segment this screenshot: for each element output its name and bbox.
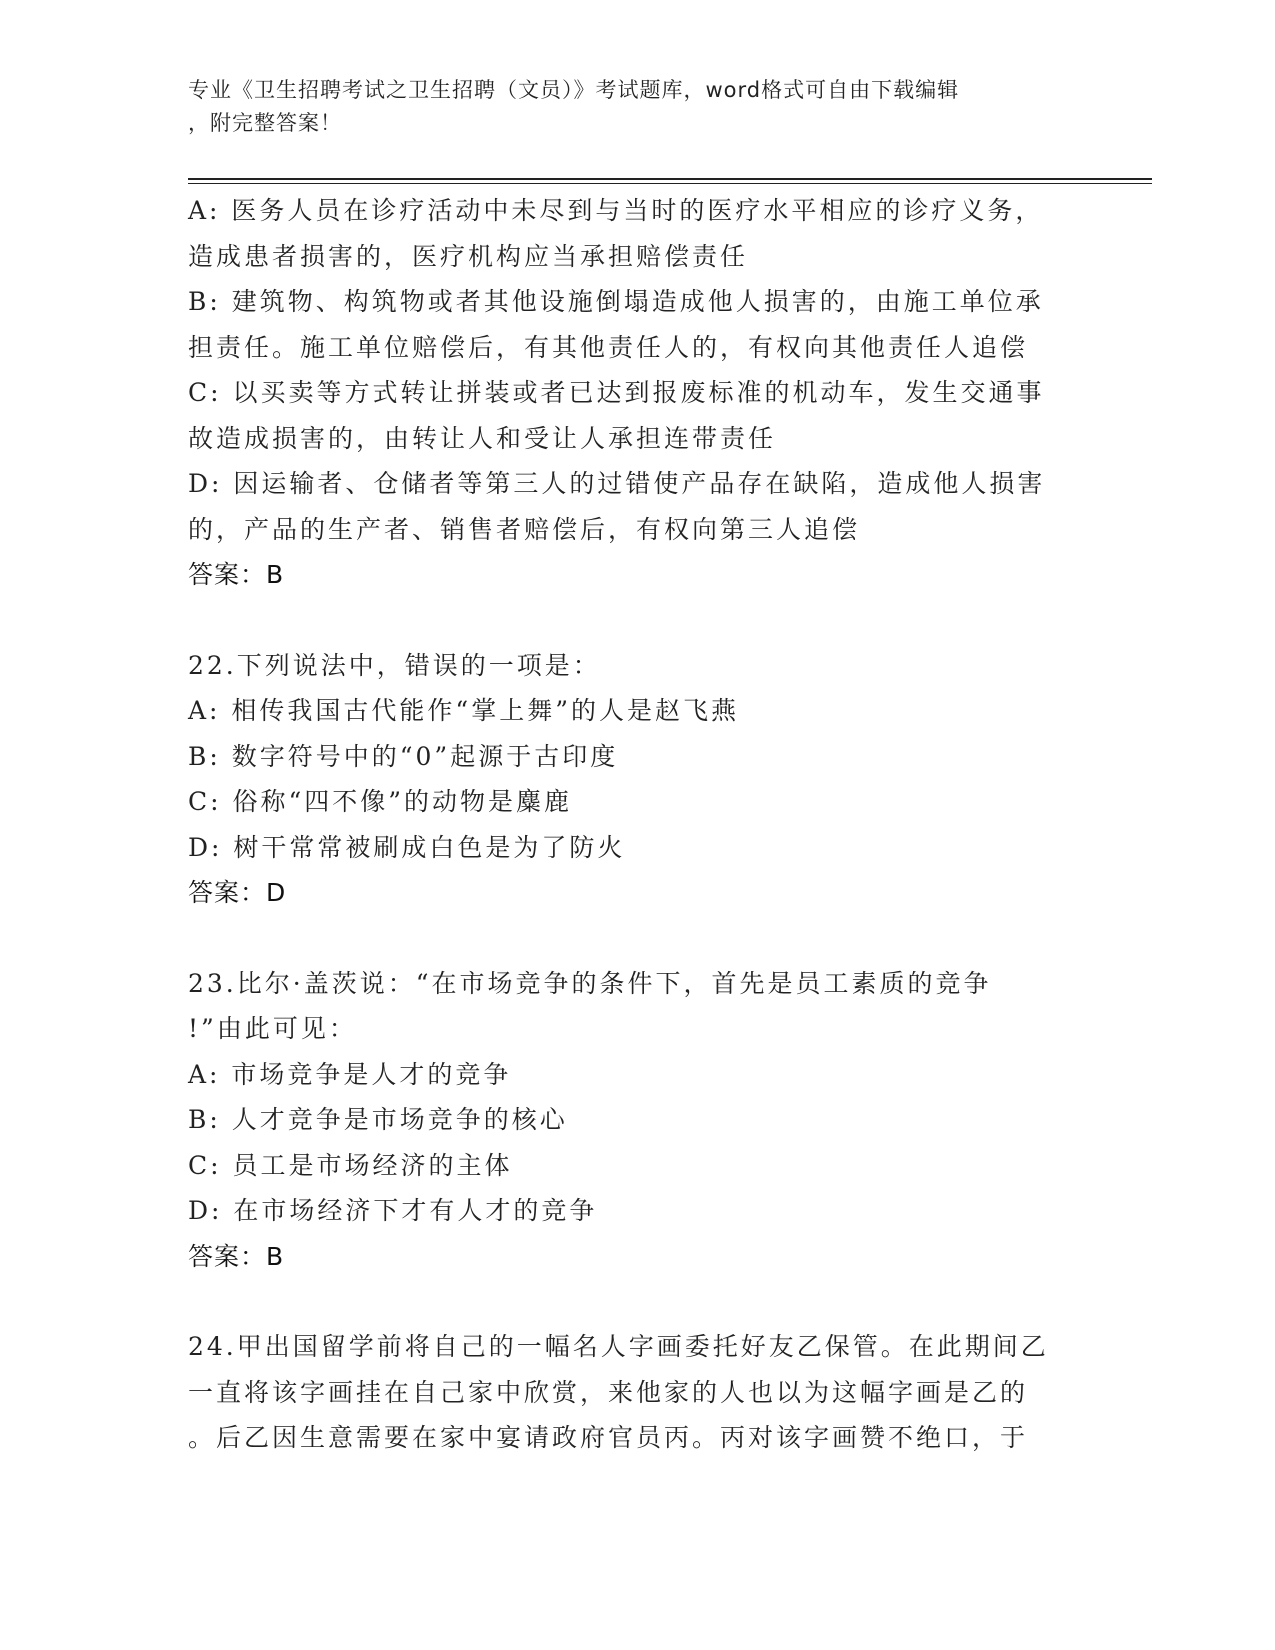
question-stem: 22.下列说法中，错误的一项是： — [188, 650, 601, 680]
header-divider-thin — [188, 183, 1152, 184]
header-line-1: 专业《卫生招聘考试之卫生招聘（文员）》考试题库，word格式可自由下载编辑 — [188, 78, 960, 102]
option-a-line-2: 造成患者损害的，医疗机构应当承担赔偿责任 — [188, 241, 749, 271]
header-divider-thick — [188, 178, 1152, 180]
question-22-block — [188, 643, 1088, 916]
option-b: B: 数字符号中的“0”起源于古印度 — [188, 741, 619, 771]
question-21-block — [188, 188, 1088, 598]
spacer — [188, 916, 1088, 961]
question-stem-line-1: 23.比尔·盖茨说：“在市场竞争的条件下，首先是员工素质的竞争 — [188, 968, 992, 998]
question-stem-line-2: 一直将该字画挂在自己家中欣赏，来他家的人也以为这幅字画是乙的 — [188, 1377, 1029, 1407]
option-d-line-1: D: 因运输者、仓储者等第三人的过错使产品存在缺陷，造成他人损害 — [188, 469, 1046, 498]
question-content — [188, 188, 1088, 1461]
option-b-line-1: B: 建筑物、构筑物或者其他设施倒塌造成他人损害的，由施工单位承 — [188, 287, 1044, 316]
question-stem-line-3: 。后乙因生意需要在家中宴请政府官员丙。丙对该字画赞不绝口，于 — [188, 1423, 1029, 1452]
option-a-line-1: A: 医务人员在诊疗活动中未尽到与当时的医疗水平相应的诊疗义务， — [188, 196, 1044, 225]
answer-label: 答案：D — [188, 878, 287, 907]
option-c: C: 员工是市场经济的主体 — [188, 1150, 513, 1180]
page-header — [188, 74, 1068, 140]
option-a: A: 市场竞争是人才的竞争 — [188, 1059, 512, 1089]
question-24-block — [188, 1324, 1088, 1461]
option-c-line-2: 故造成损害的，由转让人和受让人承担连带责任 — [188, 423, 777, 453]
option-b-line-2: 担责任。施工单位赔偿后，有其他责任人的，有权向其他责任人追偿 — [188, 332, 1029, 362]
question-stem-line-2: !”由此可见： — [188, 1014, 357, 1043]
option-d: D: 在市场经济下才有人才的竞争 — [188, 1196, 598, 1225]
option-c-line-1: C: 以买卖等方式转让拼装或者已达到报废标准的机动车，发生交通事 — [188, 378, 1045, 407]
question-23-block — [188, 961, 1088, 1280]
option-b: B: 人才竞争是市场竞争的核心 — [188, 1105, 568, 1134]
option-a: A: 相传我国古代能作“掌上舞”的人是赵飞燕 — [188, 696, 739, 725]
answer-label: 答案：B — [188, 560, 285, 589]
header-line-2: ，附完整答案！ — [188, 111, 342, 135]
option-d-line-2: 的，产品的生产者、销售者赔偿后，有权向第三人追偿 — [188, 514, 861, 544]
spacer — [188, 598, 1088, 643]
option-c: C: 俗称“四不像”的动物是麋鹿 — [188, 787, 573, 816]
answer-label: 答案：B — [188, 1241, 285, 1271]
option-d: D: 树干常常被刷成白色是为了防火 — [188, 832, 626, 862]
question-stem-line-1: 24.甲出国留学前将自己的一幅名人字画委托好友乙保管。在此期间乙 — [188, 1332, 1049, 1361]
spacer — [188, 1279, 1088, 1324]
